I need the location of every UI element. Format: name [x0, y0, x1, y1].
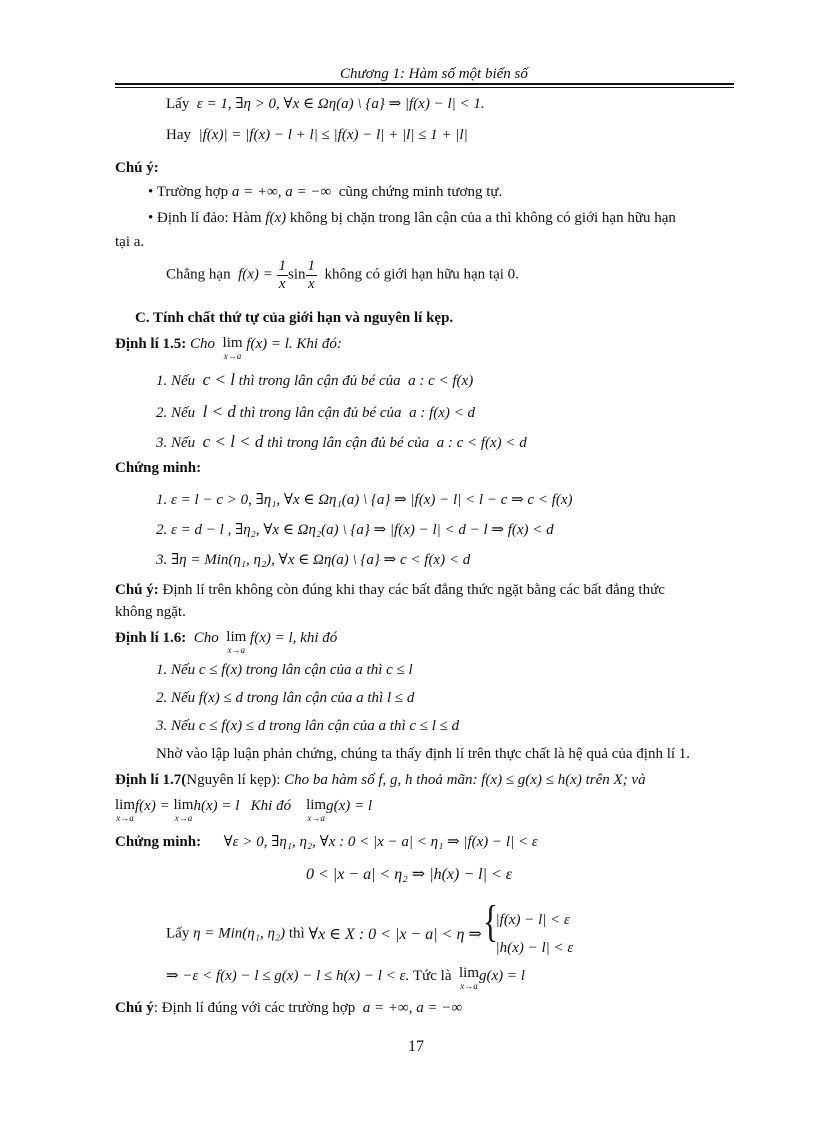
left-brace-icon: { [482, 897, 498, 946]
proof-title-1: Chứng minh: [115, 460, 202, 476]
running-header: Chương 1: Hàm số một biến số [340, 66, 528, 82]
page-number: 17 [408, 1038, 424, 1055]
proof-2-line-4: ⇒ −ε < f(x) − l ≤ g(x) − l ≤ h(x) − l < ε. Tức là lim x→a g(x) = l [166, 965, 525, 991]
proof-1-step-1: 1. ε = l − c > 0, ∃η₁, ∀x ∈ Ωη₁(a) \ {a} ⇒ |f(x) − l| < l − c ⇒ c < f(x) [156, 492, 573, 508]
theorem-1-6-item-2: 2. Nếu f(x) ≤ d trong lân cận của a thì l ≤ d [156, 690, 415, 706]
theorem-1-5: Định lí 1.5: Cho lim x→a f(x) = l. Khi đó: [115, 335, 342, 361]
theorem-1-6-remark: Nhờ vào lập luận phản chứng, chúng ta thấy định lí trên thực chất là hệ quả của định lí 1. [156, 746, 691, 762]
proof-2-line-2: 0 < |x − a| < η₂ ⇒ |h(x) − l| < ε [306, 866, 513, 883]
proof-line-1: Lấy ε = 1, ∃η > 0, ∀x ∈ Ωη(a) \ {a} ⇒ |f(x) − l| < 1. [166, 96, 485, 112]
proof-2-line-3: Lấy η = Min(η₁, η₂) thì ∀x ∈ X : 0 < |x − a| < η ⇒ { |f(x) − l| < ε |h(x) − l| < ε [166, 906, 573, 962]
theorem-1-7-line-2: lim x→a f(x) = lim x→a h(x) = l Khi đó lim x→a g(x) = l [115, 797, 373, 823]
fraction-1-over-x: $\frac{1}{x}$ [278, 258, 287, 292]
note-2-cont: không ngặt. [115, 604, 186, 620]
note-bullet-2: • Định lí đảo: Hàm f(x) không bị chặn trong lân cận của a thì không có giới hạn hữu hạn [148, 210, 676, 226]
note-example: Chẳng hạn f(x) = $\frac{1}{x}$ sin $\frac{1}{x}$ không có giới hạn hữu hạn tại 0. [166, 258, 519, 292]
proof-1-step-3: 3. ∃η = Min(η₁, η₂), ∀x ∈ Ωη(a) \ {a} ⇒ c < f(x) < d [156, 552, 471, 568]
note-title-1: Chú ý: [115, 160, 159, 176]
header-rule-thin [115, 87, 734, 88]
note-2: Chú ý: Định lí trên không còn đúng khi thay các bất đẳng thức ngặt bằng các bất đẳng thức [115, 582, 665, 598]
theorem-1-5-item-2: 2. Nếu l < d thì trong lân cận đủ bé của a : f(x) < d [156, 402, 475, 421]
theorem-1-6-item-3: 3. Nếu c ≤ f(x) ≤ d trong lân cận của a thì c ≤ l ≤ d [156, 718, 460, 734]
theorem-1-5-item-3: 3. Nếu c < l < d thì trong lân cận đủ bé của a : c < f(x) < d [156, 432, 527, 451]
fraction-1-over-x-2: $\frac{1}{x}$ [307, 258, 316, 292]
system-of-inequalities: { |f(x) − l| < ε |h(x) − l| < ε [482, 897, 574, 956]
theorem-1-6-item-1: 1. Nếu c ≤ f(x) trong lân cận của a thì c ≤ l [156, 662, 413, 678]
note-3: Chú ý: Định lí đúng với các trường hợp a = +∞, a = −∞ [115, 1000, 463, 1016]
proof-line-2: Hay |f(x)| = |f(x) − l + l| ≤ |f(x) − l| + |l| ≤ 1 + |l| [166, 127, 468, 143]
proof-1-step-2: 2. ε = d − l , ∃η₂, ∀x ∈ Ωη₂(a) \ {a} ⇒ |f(x) − l| < d − l ⇒ f(x) < d [156, 522, 554, 538]
theorem-1-7: Định lí 1.7(Nguyên lí kẹp): Cho ba hàm số f, g, h thoả mãn: f(x) ≤ g(x) ≤ h(x) trên X; và [115, 772, 646, 788]
proof-2-line-1: Chứng minh: ∀ε > 0, ∃η₁, η₂, ∀x : 0 < |x − a| < η₁ ⇒ |f(x) − l| < ε [115, 834, 538, 850]
note-bullet-2-cont: tại a. [115, 234, 145, 250]
theorem-1-5-item-1: 1. Nếu c < l thì trong lân cận đủ bé của a : c < f(x) [156, 370, 474, 389]
theorem-1-6: Định lí 1.6: Cho lim x→a f(x) = l, khi đó [115, 629, 338, 655]
header-rule [115, 83, 734, 85]
note-bullet-1: • Trường hợp a = +∞, a = −∞ cũng chứng minh tương tự. [148, 184, 503, 200]
section-heading-c: C. Tính chất thứ tự của giới hạn và nguyên lí kẹp. [135, 310, 454, 326]
